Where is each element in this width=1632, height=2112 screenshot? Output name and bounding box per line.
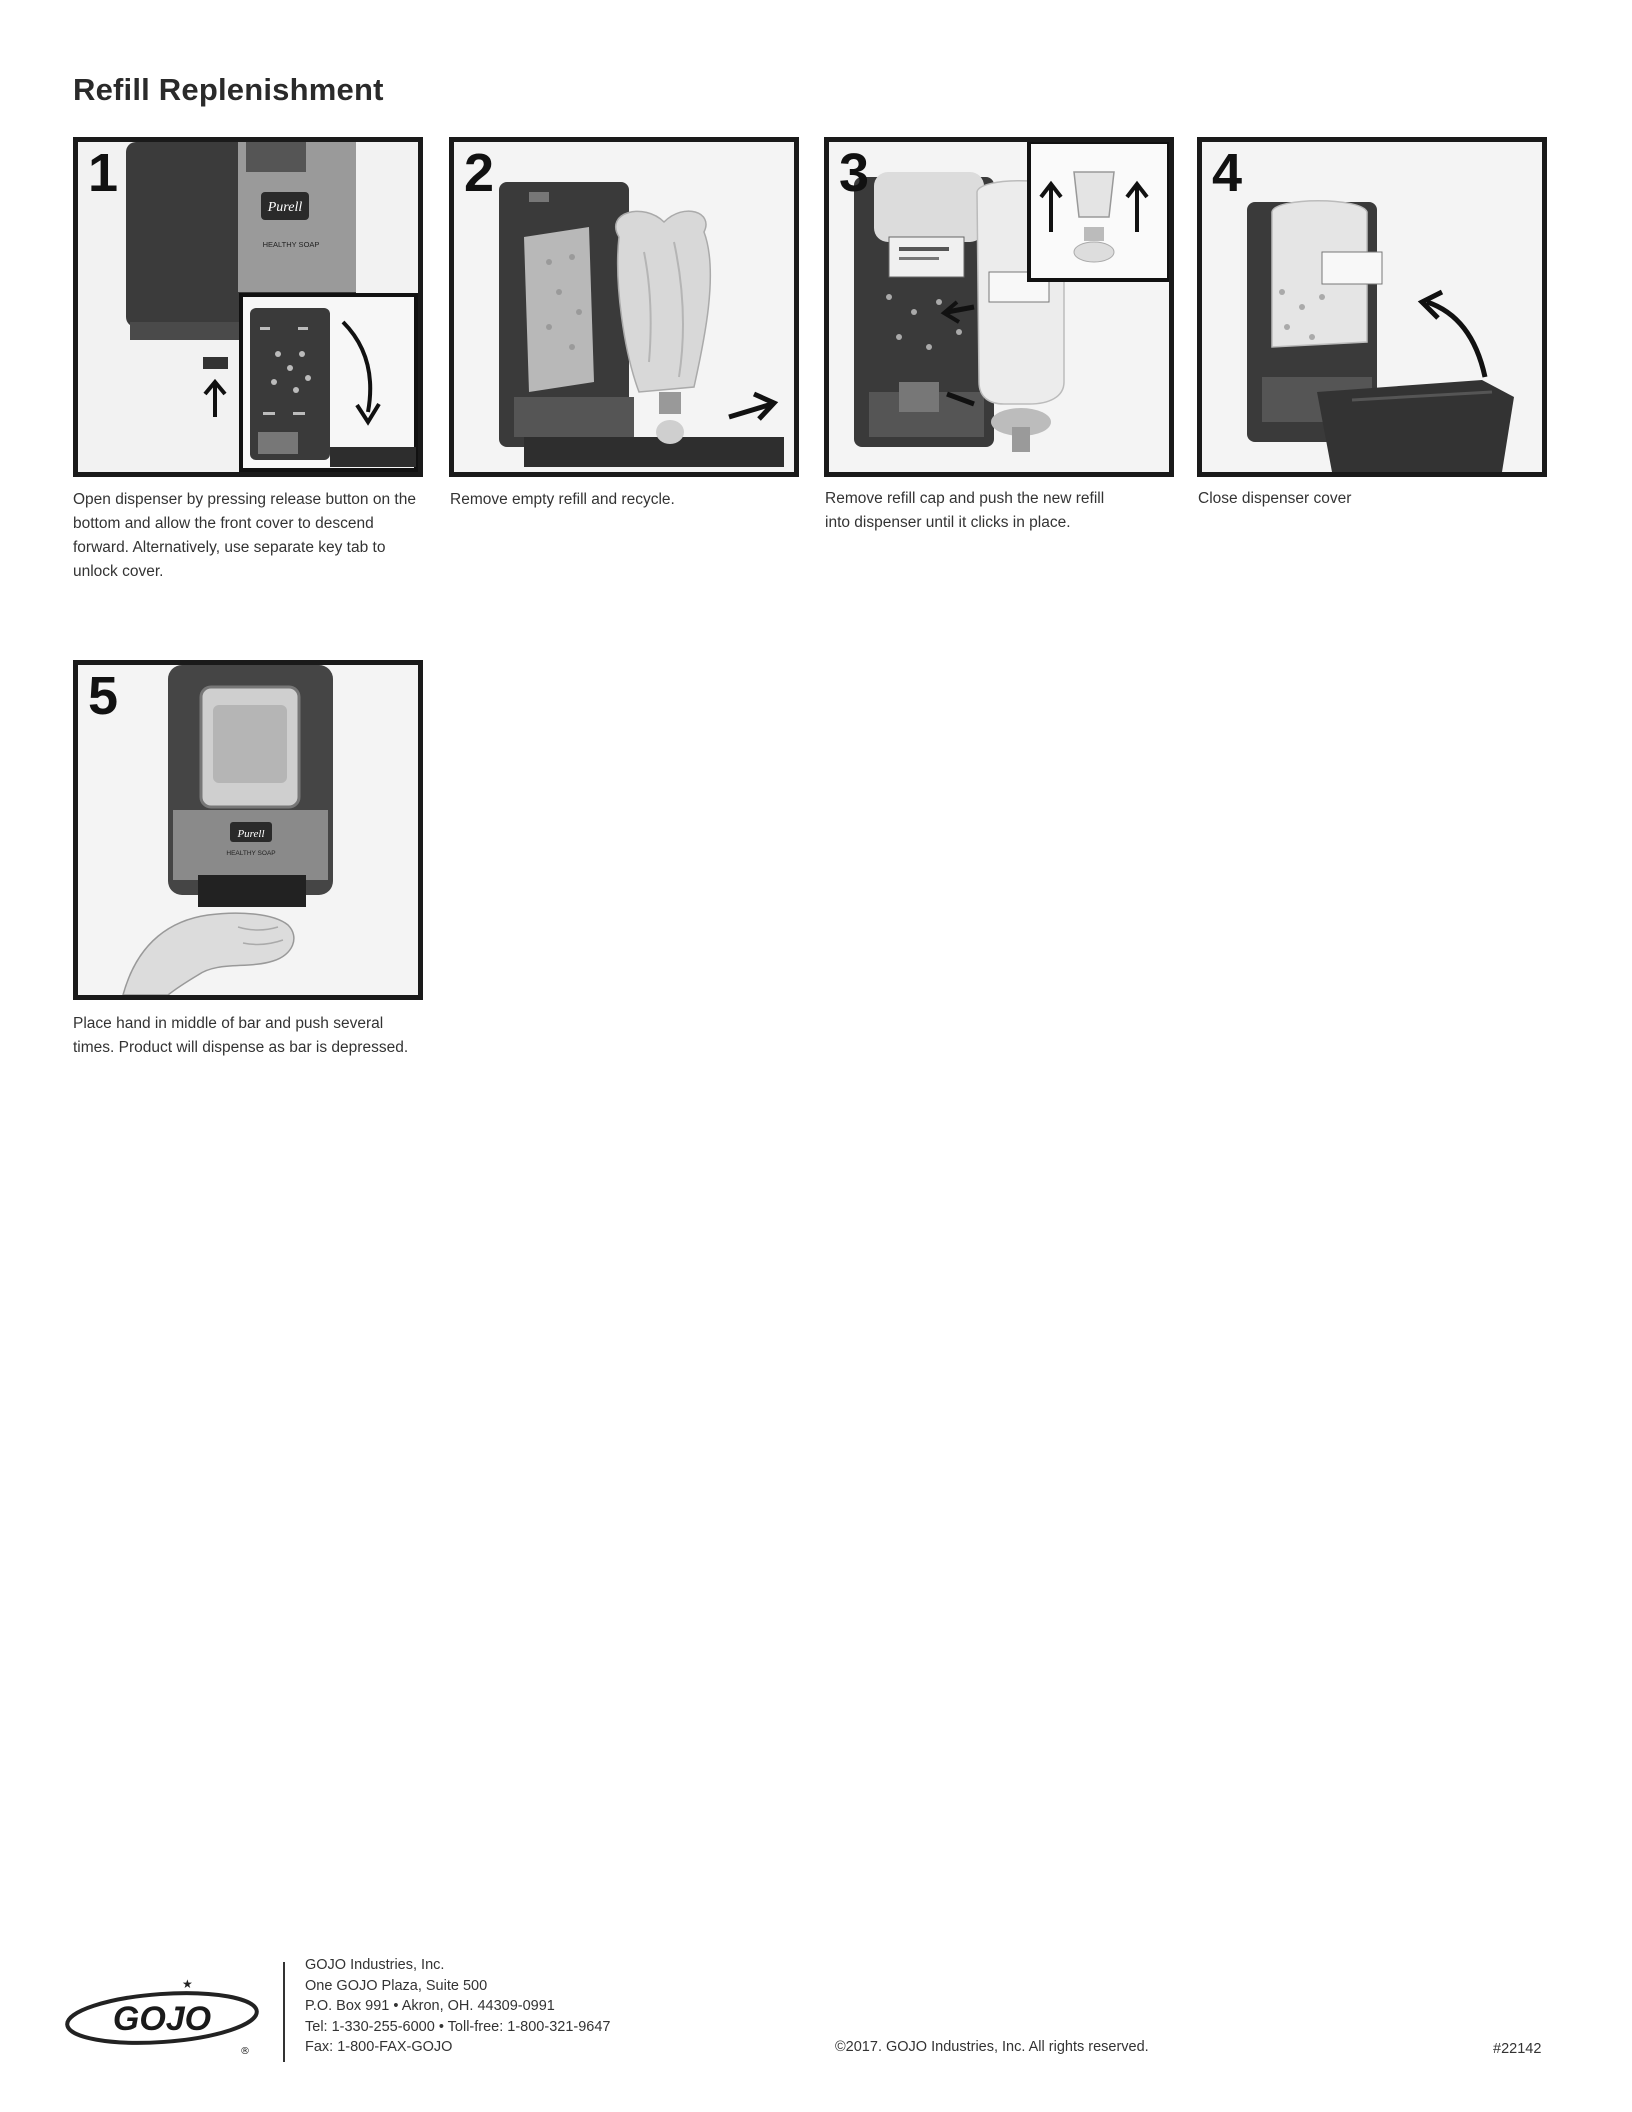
step-5-caption: Place hand in middle of bar and push several times. Product will dispense as bar is depressed. — [73, 1015, 409, 1056]
address-line-1: One GOJO Plaza, Suite 500 — [305, 1977, 488, 1994]
step-4-illustration — [1197, 137, 1547, 477]
star-icon: ★ — [182, 1977, 193, 1991]
gojo-logo — [62, 1970, 262, 2060]
footer-divider — [283, 1962, 285, 2062]
step-2-illustration — [449, 137, 799, 477]
dispense-soap-illustration — [78, 665, 418, 995]
step-number: 4 — [1212, 143, 1243, 203]
step-4-caption: Close dispenser cover — [1198, 490, 1352, 507]
registered-icon: ® — [240, 2046, 250, 2057]
copyright: ©2017. GOJO Industries, Inc. All rights reserved. — [835, 2039, 1149, 2055]
step-5-illustration — [73, 660, 423, 1000]
step-number: 2 — [464, 143, 495, 203]
step-3-caption: Remove refill cap and push the new refill into dispenser until it clicks in place. — [825, 490, 1105, 531]
step-number: 3 — [839, 143, 870, 203]
step-number: 5 — [88, 666, 119, 726]
dispenser-open-illustration — [78, 142, 418, 472]
footer-address — [305, 1955, 610, 2058]
product-label: HEALTHY SOAP — [226, 850, 276, 857]
brand-logo: Purell — [267, 200, 303, 215]
document-number: #22142 — [1493, 2041, 1542, 2057]
page-title: Refill Replenishment — [73, 72, 384, 107]
brand-logo: Purell — [237, 828, 265, 840]
phone-line: Tel: 1-330-255-6000 • Toll-free: 1-800-321-9647 — [305, 2018, 611, 2035]
step-2-caption: Remove empty refill and recycle. — [450, 491, 675, 508]
logo-text: GOJO — [112, 2000, 212, 2038]
address-line-2: P.O. Box 991 • Akron, OH. 44309-0991 — [305, 1998, 555, 2014]
fax-line: Fax: 1-800-FAX-GOJO — [305, 2039, 453, 2055]
close-cover-illustration — [1202, 142, 1542, 472]
product-label: HEALTHY SOAP — [262, 240, 320, 249]
remove-refill-illustration — [454, 142, 794, 472]
step-number: 1 — [88, 143, 119, 203]
step-1-illustration — [73, 137, 423, 477]
company-name: GOJO Industries, Inc. — [305, 1957, 445, 1973]
insert-refill-illustration — [829, 142, 1169, 472]
step-3-illustration — [824, 137, 1174, 477]
step-1-caption: Open dispenser by pressing release button on the bottom and allow the front cover to descend forward. Alternatively, use separate key tab to unlock cover. — [73, 491, 416, 580]
